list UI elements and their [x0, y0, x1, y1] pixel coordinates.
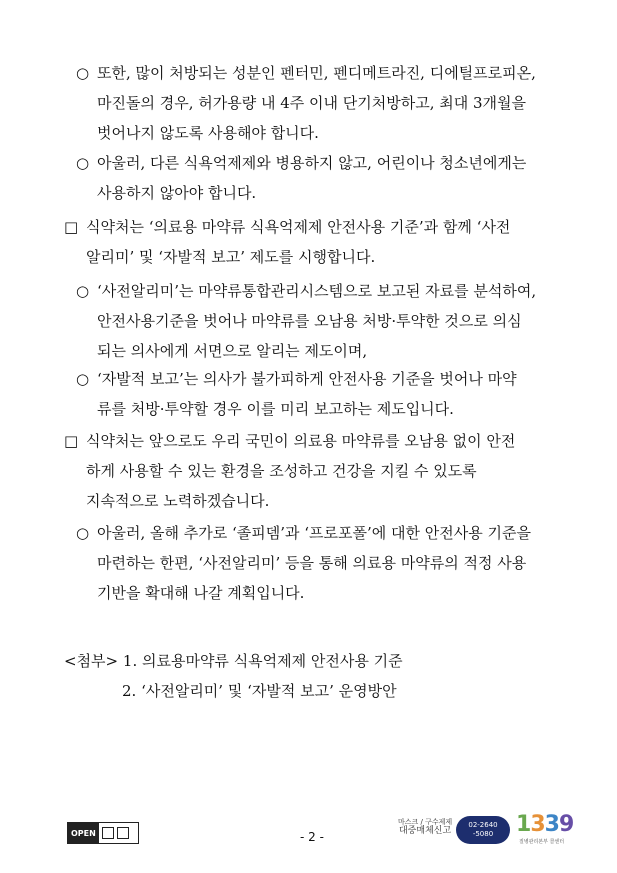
attachment-item: 1. 의료용마약류 식욕억제제 안전사용 기준 [122, 652, 403, 670]
circle-bullet: ○ [76, 64, 90, 82]
phone-line: -5080 [472, 830, 494, 838]
text-line: 알리미’ 및 ‘자발적 보고’ 제도를 시행합니다. [86, 248, 376, 266]
report-notice [398, 818, 452, 836]
text-line: 류를 처방·투약할 경우 이를 미리 보고하는 제도입니다. [97, 400, 454, 418]
license-icon [117, 827, 129, 839]
text-line: 지속적으로 노력하겠습니다. [86, 492, 270, 510]
text-line: 아울러, 다른 식욕억제제와 병용하지 않고, 어린이나 청소년에게는 [97, 154, 527, 172]
text-line: 식약처는 ‘의료용 마약류 식욕억제제 안전사용 기준’과 함께 ‘사전 [86, 218, 511, 236]
text-line: 사용하지 않아야 합니다. [97, 184, 257, 202]
open-license-badge [67, 822, 139, 844]
section-paragraph [64, 426, 584, 516]
logo-subtitle: 질병관리본부 콜센터 [519, 839, 565, 845]
bullet-paragraph [76, 148, 596, 208]
license-icon [102, 827, 114, 839]
text-line: 또한, 많이 처방되는 성분인 펜터민, 펜디메트라진, 디에틸프로피온, [97, 64, 536, 82]
text-line: 마련하는 한편, ‘사전알리미’ 등을 통해 의료용 마약류의 적정 사용 [97, 554, 527, 572]
bullet-paragraph [76, 364, 596, 424]
circle-bullet: ○ [76, 154, 90, 172]
square-bullet: □ [64, 218, 79, 236]
report-line: 마스크 / 구수제제 [398, 818, 453, 826]
phone-badge [456, 816, 510, 844]
text-line: 되는 의사에게 서면으로 알리는 제도이며, [97, 342, 368, 360]
square-bullet: □ [64, 432, 79, 450]
logo-digit: 3 [544, 812, 559, 837]
text-line: 아울러, 올해 추가로 ‘졸피뎀’과 ‘프로포폴’에 대한 안전사용 기준을 [97, 524, 531, 542]
circle-bullet: ○ [76, 524, 90, 542]
phone-line: 02-2640 [468, 821, 498, 829]
text-line: 하게 사용할 수 있는 환경을 조성하고 건강을 지킬 수 있도록 [86, 462, 477, 480]
text-line: 식약처는 앞으로도 우리 국민이 의료용 마약류를 오남용 없이 안전 [86, 432, 516, 450]
circle-bullet: ○ [76, 370, 90, 388]
bullet-paragraph [76, 518, 596, 608]
page-number: - 2 - [300, 830, 324, 844]
circle-bullet: ○ [76, 282, 90, 300]
text-line: ‘자발적 보고’는 의사가 불가피하게 안전사용 기준을 벗어나 마약 [97, 370, 517, 388]
text-line: 안전사용기준을 벗어나 마약류를 오남용 처방·투약한 것으로 의심 [97, 312, 522, 330]
report-line: 대중매체신고 [398, 826, 452, 836]
text-line: ‘사전알리미’는 마약류통합관리시스템으로 보고된 자료를 분석하여, [97, 282, 537, 300]
attachment-label: <첨부> [64, 652, 119, 670]
attachment-item: 2. ‘사전알리미’ 및 ‘자발적 보고’ 운영방안 [122, 682, 397, 700]
callcenter-logo [516, 812, 573, 837]
text-line: 벗어나지 않도록 사용해야 합니다. [97, 124, 319, 142]
bullet-paragraph [76, 276, 596, 366]
text-line: 기반을 확대해 나갈 계획입니다. [97, 584, 305, 602]
logo-digit: 1 [516, 812, 531, 837]
text-line: 마진돌의 경우, 허가용량 내 4주 이내 단기처방하고, 최대 3개월을 [97, 94, 527, 112]
section-paragraph [64, 212, 584, 272]
logo-digit: 9 [558, 812, 574, 837]
logo-digit: 3 [530, 812, 545, 837]
attachment-line [64, 646, 403, 676]
bullet-paragraph [76, 58, 596, 148]
open-label: OPEN [68, 823, 99, 843]
attachment-list [64, 646, 403, 706]
